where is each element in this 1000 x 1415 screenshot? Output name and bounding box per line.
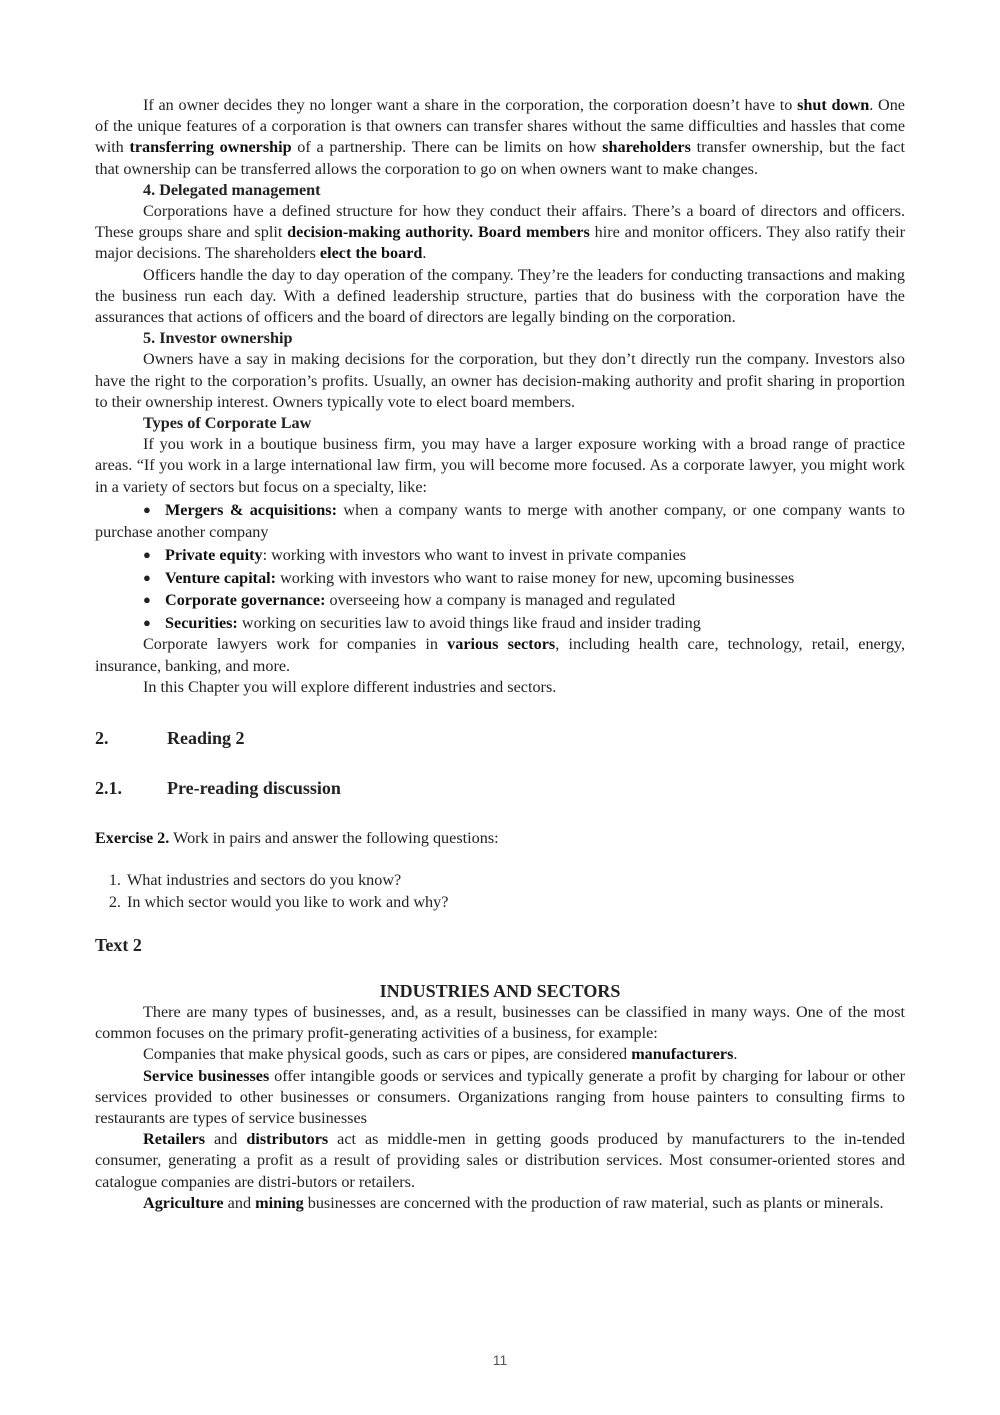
bullet-icon: ● bbox=[143, 501, 151, 517]
subheading-types-of-corporate-law: Types of Corporate Law bbox=[143, 414, 312, 433]
paragraph-corporate-structure: Corporations have a defined structure for how they conduct their affairs. There’s a board of directors and officers. These groups share and split decision-making authority. Board members hire and monitor officers. They also ratify their major decisions. The shareholders elect the board. bbox=[95, 202, 905, 263]
section-heading-pre-reading: 2.1. Pre-reading discussion bbox=[95, 778, 341, 799]
paragraph-agriculture: Agriculture and mining businesses are concerned with the production of raw material, such as plants or minerals. bbox=[143, 1193, 884, 1212]
list-item: ● Securities: working on securities law to avoid things like fraud and insider trading bbox=[95, 612, 905, 635]
subheading-investor-ownership: 5. Investor ownership bbox=[143, 329, 293, 348]
paragraph-manufacturers: Companies that make physical goods, such as cars or pipes, are considered manufacturers. bbox=[143, 1045, 738, 1064]
specialty-bullet-list bbox=[95, 499, 905, 635]
bullet-icon: ● bbox=[143, 592, 151, 608]
paragraph-investor-ownership: Owners have a say in making decisions for the corporation, but they don’t directly run the company. Investors also have the right to the corporation’s profits. Usually, an owner has decision-making authority and profit sharing in proportion to their ownership interest. Owners typically vote to elect board members. bbox=[95, 350, 905, 411]
list-item: ● Corporate governance: overseeing how a company is managed and regulated bbox=[95, 589, 905, 612]
list-item: ● Mergers & acquisitions: when a company wants to merge with another company, or one company wants to purchase another company bbox=[95, 500, 905, 542]
paragraph-service-businesses: Service businesses offer intangible goods or services and typically generate a profit by charging for labour or other services provided to other businesses or consumers. Organizations ranging from house painters to consulting firms to restaurants are types of service businesses bbox=[95, 1066, 906, 1128]
paragraph-business-types: There are many types of businesses, and, as a result, businesses can be classified in many ways. One of the most common focuses on the primary profit-generating activities of a business, for example: bbox=[95, 1003, 905, 1043]
page-number: 11 bbox=[492, 1352, 508, 1368]
document-page bbox=[95, 95, 905, 1214]
paragraph-retailers: Retailers and distributors act as middle-men in getting goods produced by manufacturers to the in-tended consumer, generating a profit as a result of providing sales or distribution services. Most consumer-oriented stores and catalogue companies are distri-butors or retailers. bbox=[95, 1130, 905, 1191]
article-title: INDUSTRIES AND SECTORS bbox=[379, 981, 621, 1002]
paragraph-transfer-ownership: If an owner decides they no longer want a share in the corporation, the corporation doesn’t have to shut down. One of the unique features of a corporation is that owners can transfer shares without the same difficulties and hassles that come with transferring ownership of a partnership. There can be limits on how shareholders transfer ownership, but the fact that ownership can be transferred allows the corporation to go on when owners want to make changes. bbox=[95, 96, 905, 178]
question-list bbox=[95, 870, 905, 913]
subheading-delegated-management: 4. Delegated management bbox=[143, 180, 321, 199]
paragraph-chapter-intro: In this Chapter you will explore different industries and sectors. bbox=[143, 677, 557, 696]
paragraph-officers: Officers handle the day to day operation of the company. They’re the leaders for conducting transactions and making the business run each day. With a defined leadership structure, parties that do business with the corporation have the assurances that actions of officers and the board of directors are legally binding on the corporation. bbox=[95, 265, 905, 327]
bullet-icon: ● bbox=[143, 569, 151, 585]
bullet-icon: ● bbox=[143, 547, 151, 563]
text-label: Text 2 bbox=[95, 935, 142, 956]
bullet-icon: ● bbox=[143, 614, 151, 630]
list-item: ● Venture capital: working with investors who want to raise money for new, upcoming businesses bbox=[95, 567, 905, 590]
paragraph-boutique-firm: If you work in a boutique business firm, you may have a larger exposure working with a broad range of practice areas. “If you work in a large international law firm, you will become more focused. As a corporate lawyer, you might work in a variety of sectors but focus on a specialty, like: bbox=[95, 435, 905, 496]
section-heading-reading-2: 2. Reading 2 bbox=[95, 728, 245, 749]
paragraph-various-sectors: Corporate lawyers work for companies in various sectors, including health care, technology, retail, energy, insurance, banking, and more. bbox=[95, 635, 906, 675]
list-item: 1. What industries and sectors do you know? bbox=[125, 870, 905, 892]
list-item: ● Private equity: working with investors who want to invest in private companies bbox=[95, 544, 905, 567]
list-item: 2. In which sector would you like to work and why? bbox=[125, 892, 905, 914]
exercise-instruction: Exercise 2. Work in pairs and answer the following questions: bbox=[95, 829, 499, 848]
